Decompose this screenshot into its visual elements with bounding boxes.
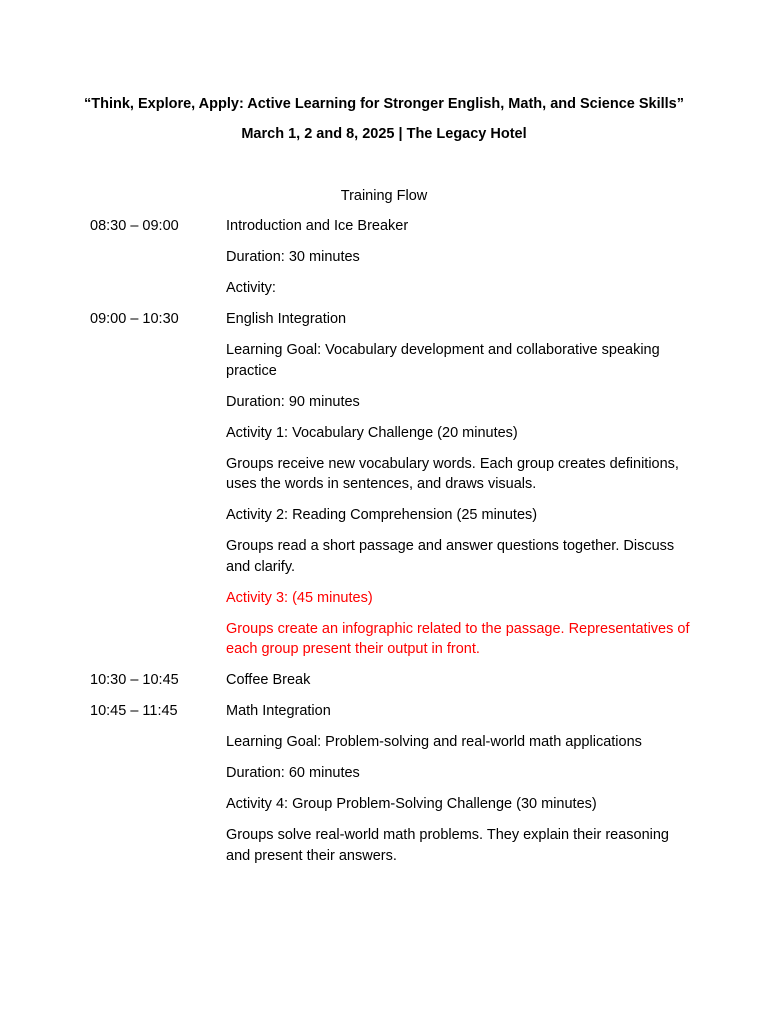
- session-duration: Duration: 30 minutes: [226, 249, 360, 265]
- session-activity: Activity:: [226, 280, 276, 296]
- session-duration: Duration: 90 minutes: [226, 393, 360, 410]
- session-title: English Integration: [226, 311, 347, 327]
- schedule-details: [226, 670, 696, 701]
- activity-description-highlighted: Groups create an infographic related to the passage. Representatives of each group present their output in front.: [226, 620, 690, 657]
- activity-heading: Activity 2: Reading Comprehension (25 minutes): [226, 507, 538, 523]
- activity-description: Groups receive new vocabulary words. Each group creates definitions, uses the words in sentences, and draws visuals.: [226, 455, 679, 492]
- session-duration: Duration: 60 minutes: [226, 765, 360, 781]
- activity-heading-highlighted: Activity 3: (45 minutes): [226, 589, 373, 606]
- schedule-details: [226, 216, 696, 309]
- session-learning-goal: Learning Goal: Vocabulary development and collaborative speaking practice: [226, 342, 660, 379]
- session-title: Coffee Break: [226, 672, 311, 688]
- session-title: Math Integration: [226, 703, 331, 719]
- schedule-details: [226, 309, 696, 670]
- activity-heading: Activity 4: Group Problem-Solving Challenge (30 minutes): [226, 796, 597, 812]
- activity-description: Groups solve real-world math problems. They explain their reasoning and present their answers.: [226, 827, 670, 864]
- schedule-time: 10:30 – 10:45: [90, 672, 179, 688]
- activity-heading: Activity 1: Vocabulary Challenge (20 minutes): [226, 424, 518, 441]
- session-learning-goal: Learning Goal: Problem-solving and real-world math applications: [226, 734, 642, 750]
- event-date-venue: March 1, 2 and 8, 2025 | The Legacy Hotel: [241, 126, 527, 142]
- schedule-time: 10:45 – 11:45: [90, 703, 178, 719]
- schedule-details: [226, 701, 696, 877]
- session-title: Introduction and Ice Breaker: [226, 218, 409, 234]
- document-title: “Think, Explore, Apply: Active Learning for Stronger English, Math, and Science Skills”: [84, 96, 684, 112]
- schedule-time: 08:30 – 09:00: [90, 218, 179, 234]
- schedule-time: 09:00 – 10:30: [90, 311, 179, 327]
- training-flow-heading: Training Flow: [340, 188, 428, 204]
- activity-description: Groups read a short passage and answer questions together. Discuss and clarify.: [226, 538, 675, 575]
